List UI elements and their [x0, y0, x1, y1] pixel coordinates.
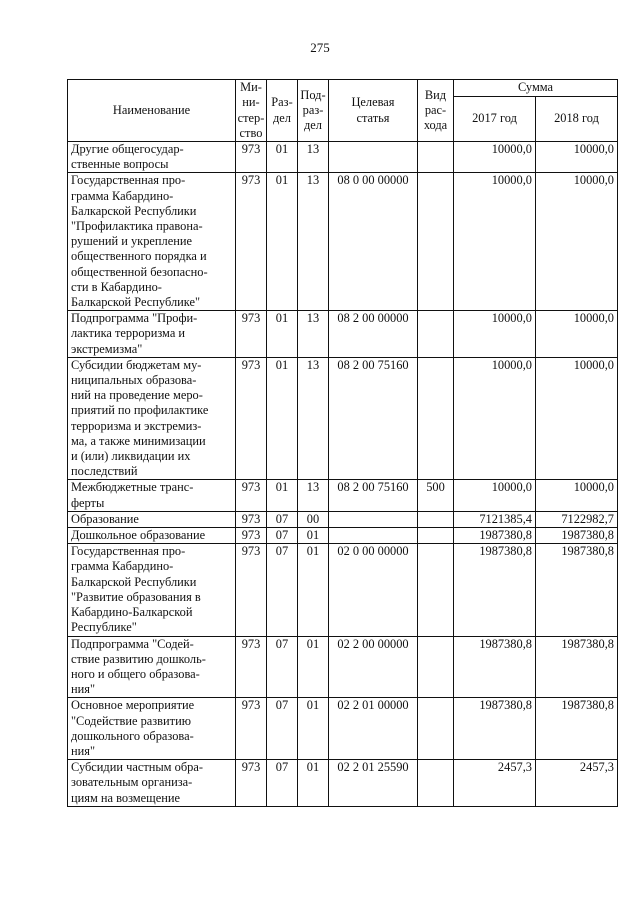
row-sum-2018: 10000,0 — [536, 480, 618, 511]
table-row — [68, 544, 618, 636]
row-target: 02 2 01 25590 — [329, 760, 418, 807]
row-sum-2018: 1987380,8 — [536, 636, 618, 698]
table-row — [68, 760, 618, 807]
table-row — [68, 511, 618, 527]
row-subsection: 01 — [298, 760, 329, 807]
table-header — [68, 80, 618, 142]
row-name-line: Подпрограмма "Профи- — [71, 311, 198, 326]
row-sum-2017: 1987380,8 — [454, 636, 536, 698]
row-name-line: Подпрограмма "Содей- — [71, 636, 194, 651]
row-subsection: 13 — [298, 173, 329, 311]
header-year-2018: 2018 год — [536, 97, 618, 142]
row-name-line: Межбюджетные транс- — [71, 480, 194, 495]
row-sum-2017: 1987380,8 — [454, 544, 536, 636]
row-name-line: терроризма и экстремиз- — [71, 418, 202, 433]
row-section: 07 — [267, 544, 298, 636]
row-subsection: 01 — [298, 528, 329, 544]
row-target — [329, 142, 418, 173]
row-target: 02 2 00 00000 — [329, 636, 418, 698]
row-section: 01 — [267, 480, 298, 511]
row-name-line: и (или) ликвидации их — [71, 449, 191, 464]
row-name-line: ственные вопросы — [71, 157, 169, 172]
row-name-line: Республике" — [71, 620, 137, 635]
table-row — [68, 698, 618, 760]
table-body — [68, 142, 618, 807]
row-name-line: Государственная про- — [71, 544, 186, 559]
row-name-line: грамма Кабардино- — [71, 559, 174, 574]
row-ministry: 973 — [236, 142, 267, 173]
row-subsection: 13 — [298, 480, 329, 511]
row-name-line: Другие общегосудар- — [71, 142, 184, 156]
row-subsection: 01 — [298, 698, 329, 760]
row-name — [68, 480, 236, 511]
row-ministry: 973 — [236, 698, 267, 760]
row-ministry: 973 — [236, 636, 267, 698]
row-sum-2018: 1987380,8 — [536, 698, 618, 760]
row-sum-2017: 10000,0 — [454, 142, 536, 173]
row-sum-2018: 10000,0 — [536, 311, 618, 358]
row-sum-2017: 1987380,8 — [454, 528, 536, 544]
row-name-line: Дошкольное образование — [71, 528, 206, 543]
row-name-line: ния" — [71, 682, 96, 697]
row-expense-type — [418, 698, 454, 760]
row-name-line: дошкольного образова- — [71, 728, 194, 743]
row-subsection: 13 — [298, 311, 329, 358]
row-name — [68, 173, 236, 311]
row-ministry: 973 — [236, 760, 267, 807]
row-target: 02 0 00 00000 — [329, 544, 418, 636]
row-section: 07 — [267, 528, 298, 544]
row-expense-type — [418, 511, 454, 527]
row-name-line: Балкарской Республики — [71, 574, 197, 589]
row-sum-2018: 10000,0 — [536, 357, 618, 480]
row-name-line: Государственная про- — [71, 173, 186, 188]
row-target: 08 2 00 75160 — [329, 480, 418, 511]
row-expense-type — [418, 760, 454, 807]
table-row — [68, 357, 618, 480]
row-sum-2017: 10000,0 — [454, 480, 536, 511]
row-ministry: 973 — [236, 544, 267, 636]
row-subsection: 13 — [298, 142, 329, 173]
row-ministry: 973 — [236, 173, 267, 311]
row-ministry: 973 — [236, 357, 267, 480]
row-name-line: Балкарской Республики — [71, 203, 197, 218]
row-subsection: 00 — [298, 511, 329, 527]
row-name-line: ний на проведение меро- — [71, 388, 203, 403]
row-target: 08 0 00 00000 — [329, 173, 418, 311]
row-expense-type — [418, 311, 454, 358]
table-row — [68, 173, 618, 311]
row-section: 01 — [267, 311, 298, 358]
row-sum-2018: 7122982,7 — [536, 511, 618, 527]
row-name-line: ния" — [71, 743, 96, 758]
row-target: 08 2 00 75160 — [329, 357, 418, 480]
row-name-line: приятий по профилактике — [71, 403, 209, 418]
table-row — [68, 480, 618, 511]
row-sum-2017: 10000,0 — [454, 173, 536, 311]
row-name — [68, 311, 236, 358]
table-row — [68, 528, 618, 544]
row-name-line: рушений и укрепление — [71, 234, 192, 249]
header-sum: Сумма — [454, 80, 618, 97]
row-section: 01 — [267, 142, 298, 173]
row-name-line: последствий — [71, 464, 138, 479]
row-name-line: сти в Кабардино- — [71, 279, 162, 294]
row-name-line: ма, а также минимизации — [71, 433, 206, 448]
row-sum-2018: 10000,0 — [536, 173, 618, 311]
header-subsection: Под- раз- дел — [298, 80, 329, 142]
row-name-line: общественной безопасно- — [71, 264, 208, 279]
row-ministry: 973 — [236, 311, 267, 358]
header-section: Раз- дел — [267, 80, 298, 142]
row-name — [68, 698, 236, 760]
row-name-line: общественного порядка и — [71, 249, 207, 264]
row-target: 02 2 01 00000 — [329, 698, 418, 760]
row-target — [329, 528, 418, 544]
row-sum-2018: 10000,0 — [536, 142, 618, 173]
budget-table — [67, 79, 618, 807]
row-expense-type — [418, 544, 454, 636]
row-sum-2017: 10000,0 — [454, 311, 536, 358]
row-subsection: 01 — [298, 636, 329, 698]
row-name-line: "Развитие образования в — [71, 589, 201, 604]
header-target: Целевая статья — [329, 80, 418, 142]
row-subsection: 01 — [298, 544, 329, 636]
row-sum-2018: 2457,3 — [536, 760, 618, 807]
table-row — [68, 311, 618, 358]
row-name — [68, 528, 236, 544]
row-sum-2018: 1987380,8 — [536, 544, 618, 636]
row-name — [68, 357, 236, 480]
row-sum-2017: 2457,3 — [454, 760, 536, 807]
row-name-line: Субсидии частным обра- — [71, 760, 203, 775]
page-number: 275 — [310, 40, 330, 55]
row-ministry: 973 — [236, 480, 267, 511]
row-sum-2017: 1987380,8 — [454, 698, 536, 760]
row-sum-2017: 7121385,4 — [454, 511, 536, 527]
row-name-line: ферты — [71, 495, 105, 510]
row-name — [68, 636, 236, 698]
row-name — [68, 760, 236, 807]
row-name-line: лактика терроризма и — [71, 326, 186, 341]
row-section: 07 — [267, 636, 298, 698]
row-name-line: ного и общего образова- — [71, 666, 200, 681]
row-name — [68, 544, 236, 636]
row-name-line: Балкарской Республике" — [71, 295, 201, 310]
row-expense-type — [418, 142, 454, 173]
row-sum-2018: 1987380,8 — [536, 528, 618, 544]
row-name-line: "Содействие развитию — [71, 713, 191, 728]
row-name — [68, 142, 236, 173]
row-name-line: экстремизма" — [71, 341, 143, 356]
row-name-line: Образование — [71, 511, 139, 526]
row-name-line: циям на возмещение — [71, 790, 180, 805]
row-expense-type — [418, 528, 454, 544]
row-name-line: Субсидии бюджетам му- — [71, 357, 202, 372]
row-section: 07 — [267, 511, 298, 527]
row-expense-type — [418, 173, 454, 311]
row-name-line: Основное мероприятие — [71, 698, 195, 713]
row-name-line: зовательным организа- — [71, 775, 193, 790]
header-name: Наименование — [68, 80, 236, 142]
table-row — [68, 142, 618, 173]
row-target: 08 2 00 00000 — [329, 311, 418, 358]
row-name-line: "Профилактика правона- — [71, 219, 203, 234]
table-row — [68, 636, 618, 698]
row-sum-2017: 10000,0 — [454, 357, 536, 480]
row-section: 01 — [267, 357, 298, 480]
row-section: 07 — [267, 698, 298, 760]
row-expense-type: 500 — [418, 480, 454, 511]
row-name-line: ствие развитию дошколь- — [71, 651, 206, 666]
row-name — [68, 511, 236, 527]
header-ministry: Ми- ни- стер- ство — [236, 80, 267, 142]
row-expense-type — [418, 357, 454, 480]
header-expense-type: Вид рас- хода — [418, 80, 454, 142]
row-target — [329, 511, 418, 527]
row-ministry: 973 — [236, 528, 267, 544]
header-year-2017: 2017 год — [454, 97, 536, 142]
row-expense-type — [418, 636, 454, 698]
row-name-line: ниципальных образова- — [71, 373, 197, 388]
row-name-line: грамма Кабардино- — [71, 188, 174, 203]
row-ministry: 973 — [236, 511, 267, 527]
row-name-line: Кабардино-Балкарской — [71, 605, 193, 620]
row-section: 01 — [267, 173, 298, 311]
row-section: 07 — [267, 760, 298, 807]
row-subsection: 13 — [298, 357, 329, 480]
